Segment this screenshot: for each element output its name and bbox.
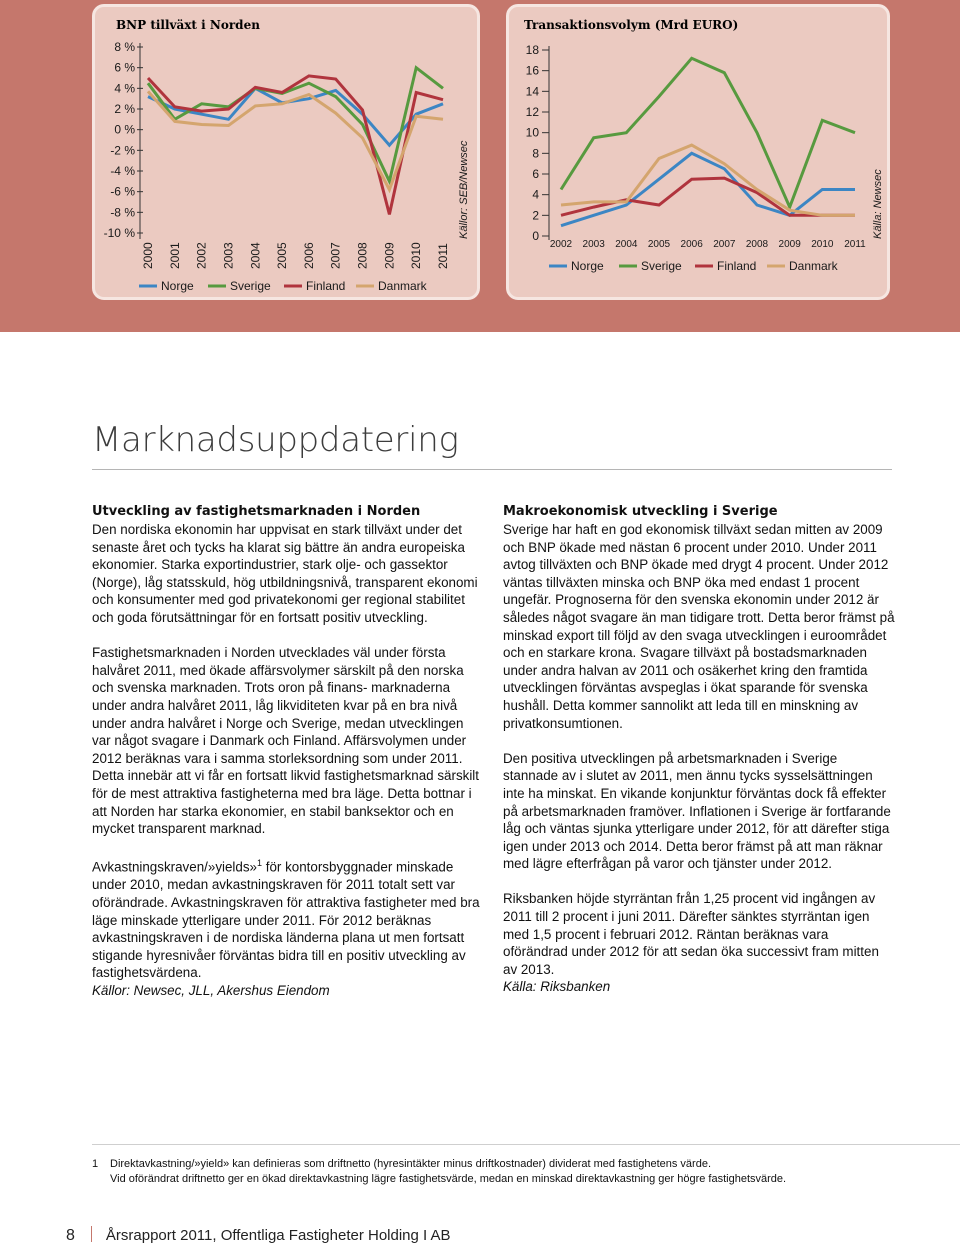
footnote-line-2: Vid oförändrat driftnetto ger en ökad direktavkastning lägre fastighetsvärde, medan en minskad direktavkastning ger högre fastighetsvärde. [110,1173,787,1185]
x-tick-label: 2011 [844,239,866,250]
y-tick-label: 8 [532,146,539,161]
legend-label-sverige: Sverige [641,259,682,273]
right-column-paragraph-3: Riksbanken höjde styrräntan från 1,25 procent vid ingången av 2011 till 2 procent i juni 2011. Därefter sänktes styrräntan igen med 1,5 procent i februari 2012. Räntan beräknas vara oförändrad under 2012 för att sedan öka successivt fram mitten av 2013. [503,891,879,977]
page-number: 8 [66,1227,75,1244]
y-tick-label: 10 [525,125,539,140]
y-tick-label: 0 [532,229,539,243]
transaction-chart-source: Källa: Newsec [872,169,884,239]
page-footer [66,1226,451,1245]
x-tick-label: 2011 [436,243,450,269]
y-tick-label: 6 % [114,60,135,75]
right-column [503,503,895,996]
heading-rule [92,469,892,470]
legend-label-norge: Norge [161,279,194,293]
legend-label-finland: Finland [717,259,757,273]
y-tick-label: -6 % [110,184,135,199]
left-column-paragraph-3-text: för kontorsbyggnader minskade under 2010, medan avkastningskraven för 2011 totalt sett var oförändrade. Avkastningskraven för attraktiva fastigheter med bra läge minskade ytterligare under 2011. För 2012 beräknas avkastningskraven i de nordiska länderna plana ut men fortsatt stigande hyresnivåer förväntas bidra till en positiv utveckling av fastighetsvärdena. [92,859,480,981]
legend-label-norge: Norge [571,259,604,273]
x-tick-label: 2000 [141,242,155,269]
y-tick-label: -4 % [110,164,135,178]
y-tick-label: -2 % [110,143,135,158]
transaction-chart [509,7,887,297]
x-tick-label: 2007 [328,242,343,269]
gdp-chart-title: BNP tillväxt i Norden [116,18,260,32]
y-tick-label: 8 % [114,40,135,54]
right-column-source: Källa: Riksbanken [503,979,611,995]
left-column-paragraph-2: Fastighetsmarknaden i Norden utvecklades väl under första halvåret 2011, med ökade affärsvolymer särskilt på den norska och svenska marknaden. Trots oron på finans- marknaderna under andra halvåret 2011, låg likviditeten kvar på en bra nivå under andra halvåret i Norge och Sverige, medan utvecklingen var något svagare i Danmark och Finland. Affärsvolymen under 2012 beräknas vara i samma storleksordning som under 2011. Detta innebär att vi får en fortsatt likvid fastighetsmarknad särskilt för de mest attraktiva fastigheterna med bra läge. Detta bottnar i att Norden har starka ekonomier, en stabil banksektor och en mycket transparent marknad. [92,645,480,837]
x-tick-label: 2009 [382,242,397,269]
left-column-title: Utveckling av fastighetsmarknaden i Norden [92,504,421,519]
left-column [92,503,482,1000]
x-tick-label: 2005 [647,239,671,250]
legend-label-finland: Finland [306,279,346,293]
x-tick-label: 2008 [355,242,370,269]
legend-label-sverige: Sverige [230,279,271,293]
footnote-line-1: Direktavkastning/»yield» kan definieras som driftnetto (hyresintäkter minus driftkostnader) dividerat med fastighetens värde. [110,1158,712,1170]
footnote-rule [92,1144,960,1145]
right-column-paragraph-2: Den positiva utvecklingen på arbetsmarknaden i Sverige stannade av i slutet av 2011, men ännu tycks sysselsättningen inte ha minskat. En vikande konjunktur förväntas dock få effekter på arbetsmarknaden framöver. Inflationen i Sverige är fortfarande låg och väntas sjunka ytterligare under 2012, för att därefter stiga igen under 2013 och 2014. Detta beror främst på att man räknar med lägre efterfrågan på varor och tjänster under 2012. [503,750,891,872]
y-tick-label: 2 [532,208,539,223]
x-tick-label: 2003 [582,239,605,250]
x-tick-label: 2009 [778,239,801,250]
x-tick-label: 2008 [745,239,769,250]
y-tick-label: 4 [532,187,539,202]
left-column-paragraph-1: Den nordiska ekonomin har uppvisat en stark tillväxt under det senaste året och tycks ha klarat sig bättre än andra europeiska ekonomier. Starka exportindustrier, stark olje- och gassektor (Norge), låg statsskuld, hög utbildningsnivå, transparent ekonomi och konsumenter med god privatekonomi ger regional stabilitet och goda förutsättningar för en fortsatt positiv utveckling. [92,522,478,625]
x-tick-label: 2004 [248,242,263,269]
y-tick-label: 18 [525,43,539,57]
y-tick-label: 12 [525,105,539,119]
y-tick-label: 6 [532,167,539,181]
y-tick-label: 2 % [114,102,135,116]
x-tick-label: 2010 [811,239,834,250]
gdp-chart-source: Källor: SEB/Newsec [458,140,470,239]
right-column-paragraph-1: Sverige har haft en god ekonomisk tillväxt sedan mitten av 2009 och BNP ökade med nästan 6 procent under 2010. Under 2011 avtog tillväxten och BNP ökade med drygt 4 procent. Under 2012 väntas tillväxten minska och BNP öka med endast 1 procent ungefär. Prognoserna för den svenska ekonomin under 2012 är således något svagare än man tidigare trott. Detta beror främst på minskad export till följd av den svaga utvecklingen i euroområdet och en starkare krona. Svagare tillväxt på bostadsmarknaden under andra halvan av 2011 och osäkerhet kring den framtida utvecklingen förväntas avspeglas i ökat sparande för svenska hushåll. Detta kommer sannolikt att leda till en minskning av privatkonsumtionen. [503,522,895,731]
transaction-chart-panel [506,4,890,300]
x-tick-label: 2006 [680,239,703,250]
transaction-chart-title: Transaktionsvolym (Mrd EURO) [524,18,739,32]
y-tick-label: 14 [525,84,539,99]
x-tick-label: 2001 [167,242,182,269]
x-tick-label: 2005 [275,242,290,269]
x-tick-label: 2006 [301,242,316,269]
x-tick-label: 2002 [549,239,573,250]
gdp-chart-panel [92,4,480,300]
publication-title: Årsrapport 2011, Offentliga Fastigheter Holding I AB [105,1227,451,1244]
right-column-title: Makroekonomisk utveckling i Sverige [503,504,778,519]
footnote-ref: 1 [257,858,263,869]
legend-label-danmark: Danmark [378,279,427,293]
legend-label-danmark: Danmark [789,259,838,273]
footer-divider [91,1226,92,1242]
y-tick-label: 16 [525,63,539,78]
x-tick-label: 2003 [221,242,236,269]
yields-term: Avkastningskraven/»yields» [92,859,257,875]
y-tick-label: -8 % [110,205,135,220]
x-tick-label: 2007 [713,239,736,250]
x-tick-label: 2002 [194,242,209,269]
left-column-source: Källor: Newsec, JLL, Akershus Eiendom [92,982,330,998]
x-tick-label: 2010 [409,242,424,269]
gdp-chart [95,7,477,297]
series-line-sverige [561,58,855,207]
y-tick-label: 0 % [114,122,135,137]
y-tick-label: -10 % [103,226,135,240]
page-heading: Marknadsuppdatering [92,420,459,460]
footnote [92,1157,786,1187]
left-column-paragraph-3 [92,855,482,982]
x-tick-label: 2004 [615,239,638,250]
footnote-number: 1 [92,1158,99,1170]
y-tick-label: 4 % [114,81,135,96]
